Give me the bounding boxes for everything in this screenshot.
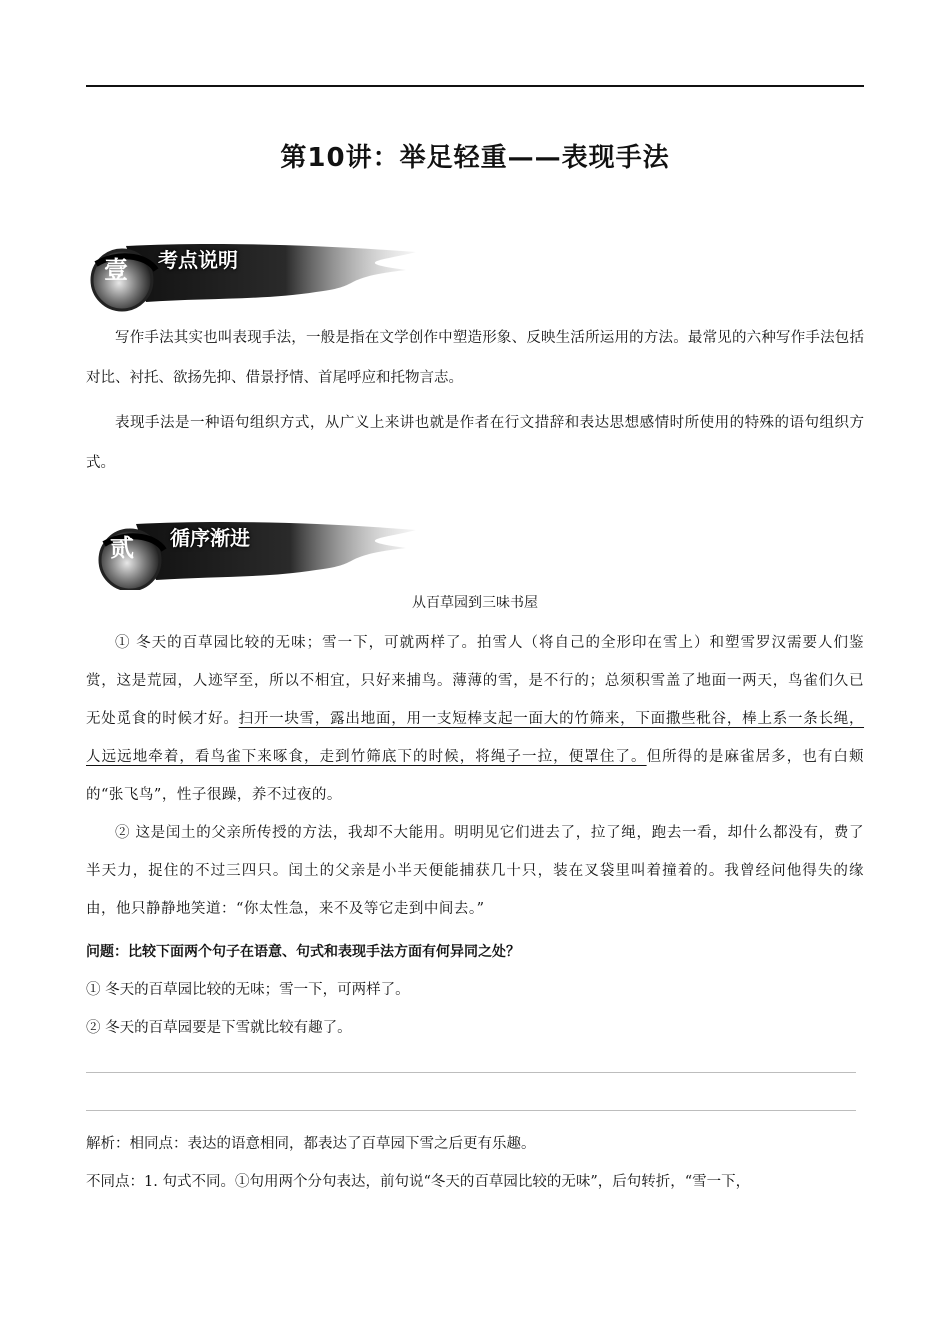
section-banner-2 [86, 518, 426, 590]
section-label: 循序渐进 [170, 526, 250, 550]
section-banner-1 [86, 240, 426, 312]
story-p1-underlined: 扫开一块雪，露出地面，用一支短棒支起一面大的竹筛来，下面撒些秕谷，棒上系一条长绳，人远远地牵着，看鸟雀下来啄食，走到竹筛底下的时候，将绳子一拉，便罩住了。 [86, 711, 865, 765]
question-sentence-2: ② 冬天的百草园要是下雪就比较有趣了。 [86, 1020, 352, 1036]
analysis-diff: 不同点：1. 句式不同。①句用两个分句表达，前句说“冬天的百草园比较的无味”，后句转折，“雪一下， [86, 1174, 751, 1190]
analysis-same: 解析：相同点：表达的语意相同，都表达了百草园下雪之后更有乐趣。 [86, 1136, 536, 1152]
section-number: 贰 [110, 534, 134, 562]
answer-line-2 [86, 1110, 856, 1111]
page-title: 第10讲：举足轻重——表现手法 [280, 143, 670, 173]
story-title: 从百草园到三味书屋 [412, 595, 538, 611]
story-p1-start: ① 冬天的百草园比较的无味；雪一下，可就两样了。拍雪人（将自己的全形印在雪上）和塑雪罗汉需要人们鉴赏，这是荒园，人迹罕至，所以不相宜，只好来捕鸟。薄薄的雪，是不行的；总须积雪盖了地面一两天，鸟雀们久已无处觅食的时候才好。 [86, 635, 864, 727]
intro-paragraph-1: 写作手法其实也叫表现手法，一般是指在文学创作中塑造形象、反映生活所运用的方法。最常见的六种写作手法包括对比、衬托、欲扬先抑、借景抒情、首尾呼应和托物言志。 [86, 330, 864, 386]
section-number: 壹 [104, 256, 128, 284]
section-label: 考点说明 [158, 248, 238, 272]
header-rule [86, 85, 864, 87]
question-sentence-1: ① 冬天的百草园比较的无味；雪一下，可两样了。 [86, 982, 410, 998]
story-paragraph-1 [86, 624, 864, 814]
story-paragraph-2: ② 这是闰土的父亲所传授的方法，我却不大能用。明明见它们进去了，拉了绳，跑去一看，却什么都没有，费了半天力，捉住的不过三四只。闰土的父亲是小半天便能捕获几十只，装在叉袋里叫着撞着的。我曾经问他得失的缘由，他只静静地笑道：“你太性急，来不及等它走到中间去。” [86, 825, 864, 917]
intro-paragraph-2: 表现手法是一种语句组织方式，从广义上来讲也就是作者在行文措辞和表达思想感情时所使用的特殊的语句组织方式。 [86, 415, 864, 471]
answer-line-1 [86, 1072, 856, 1073]
story-p1-end: 但所得的是麻雀居多，也有白颊的“张飞鸟”，性子很躁，养不过夜的。 [86, 749, 865, 803]
question-text: 问题：比较下面两个句子在语意、句式和表现手法方面有何异同之处？ [86, 944, 520, 960]
